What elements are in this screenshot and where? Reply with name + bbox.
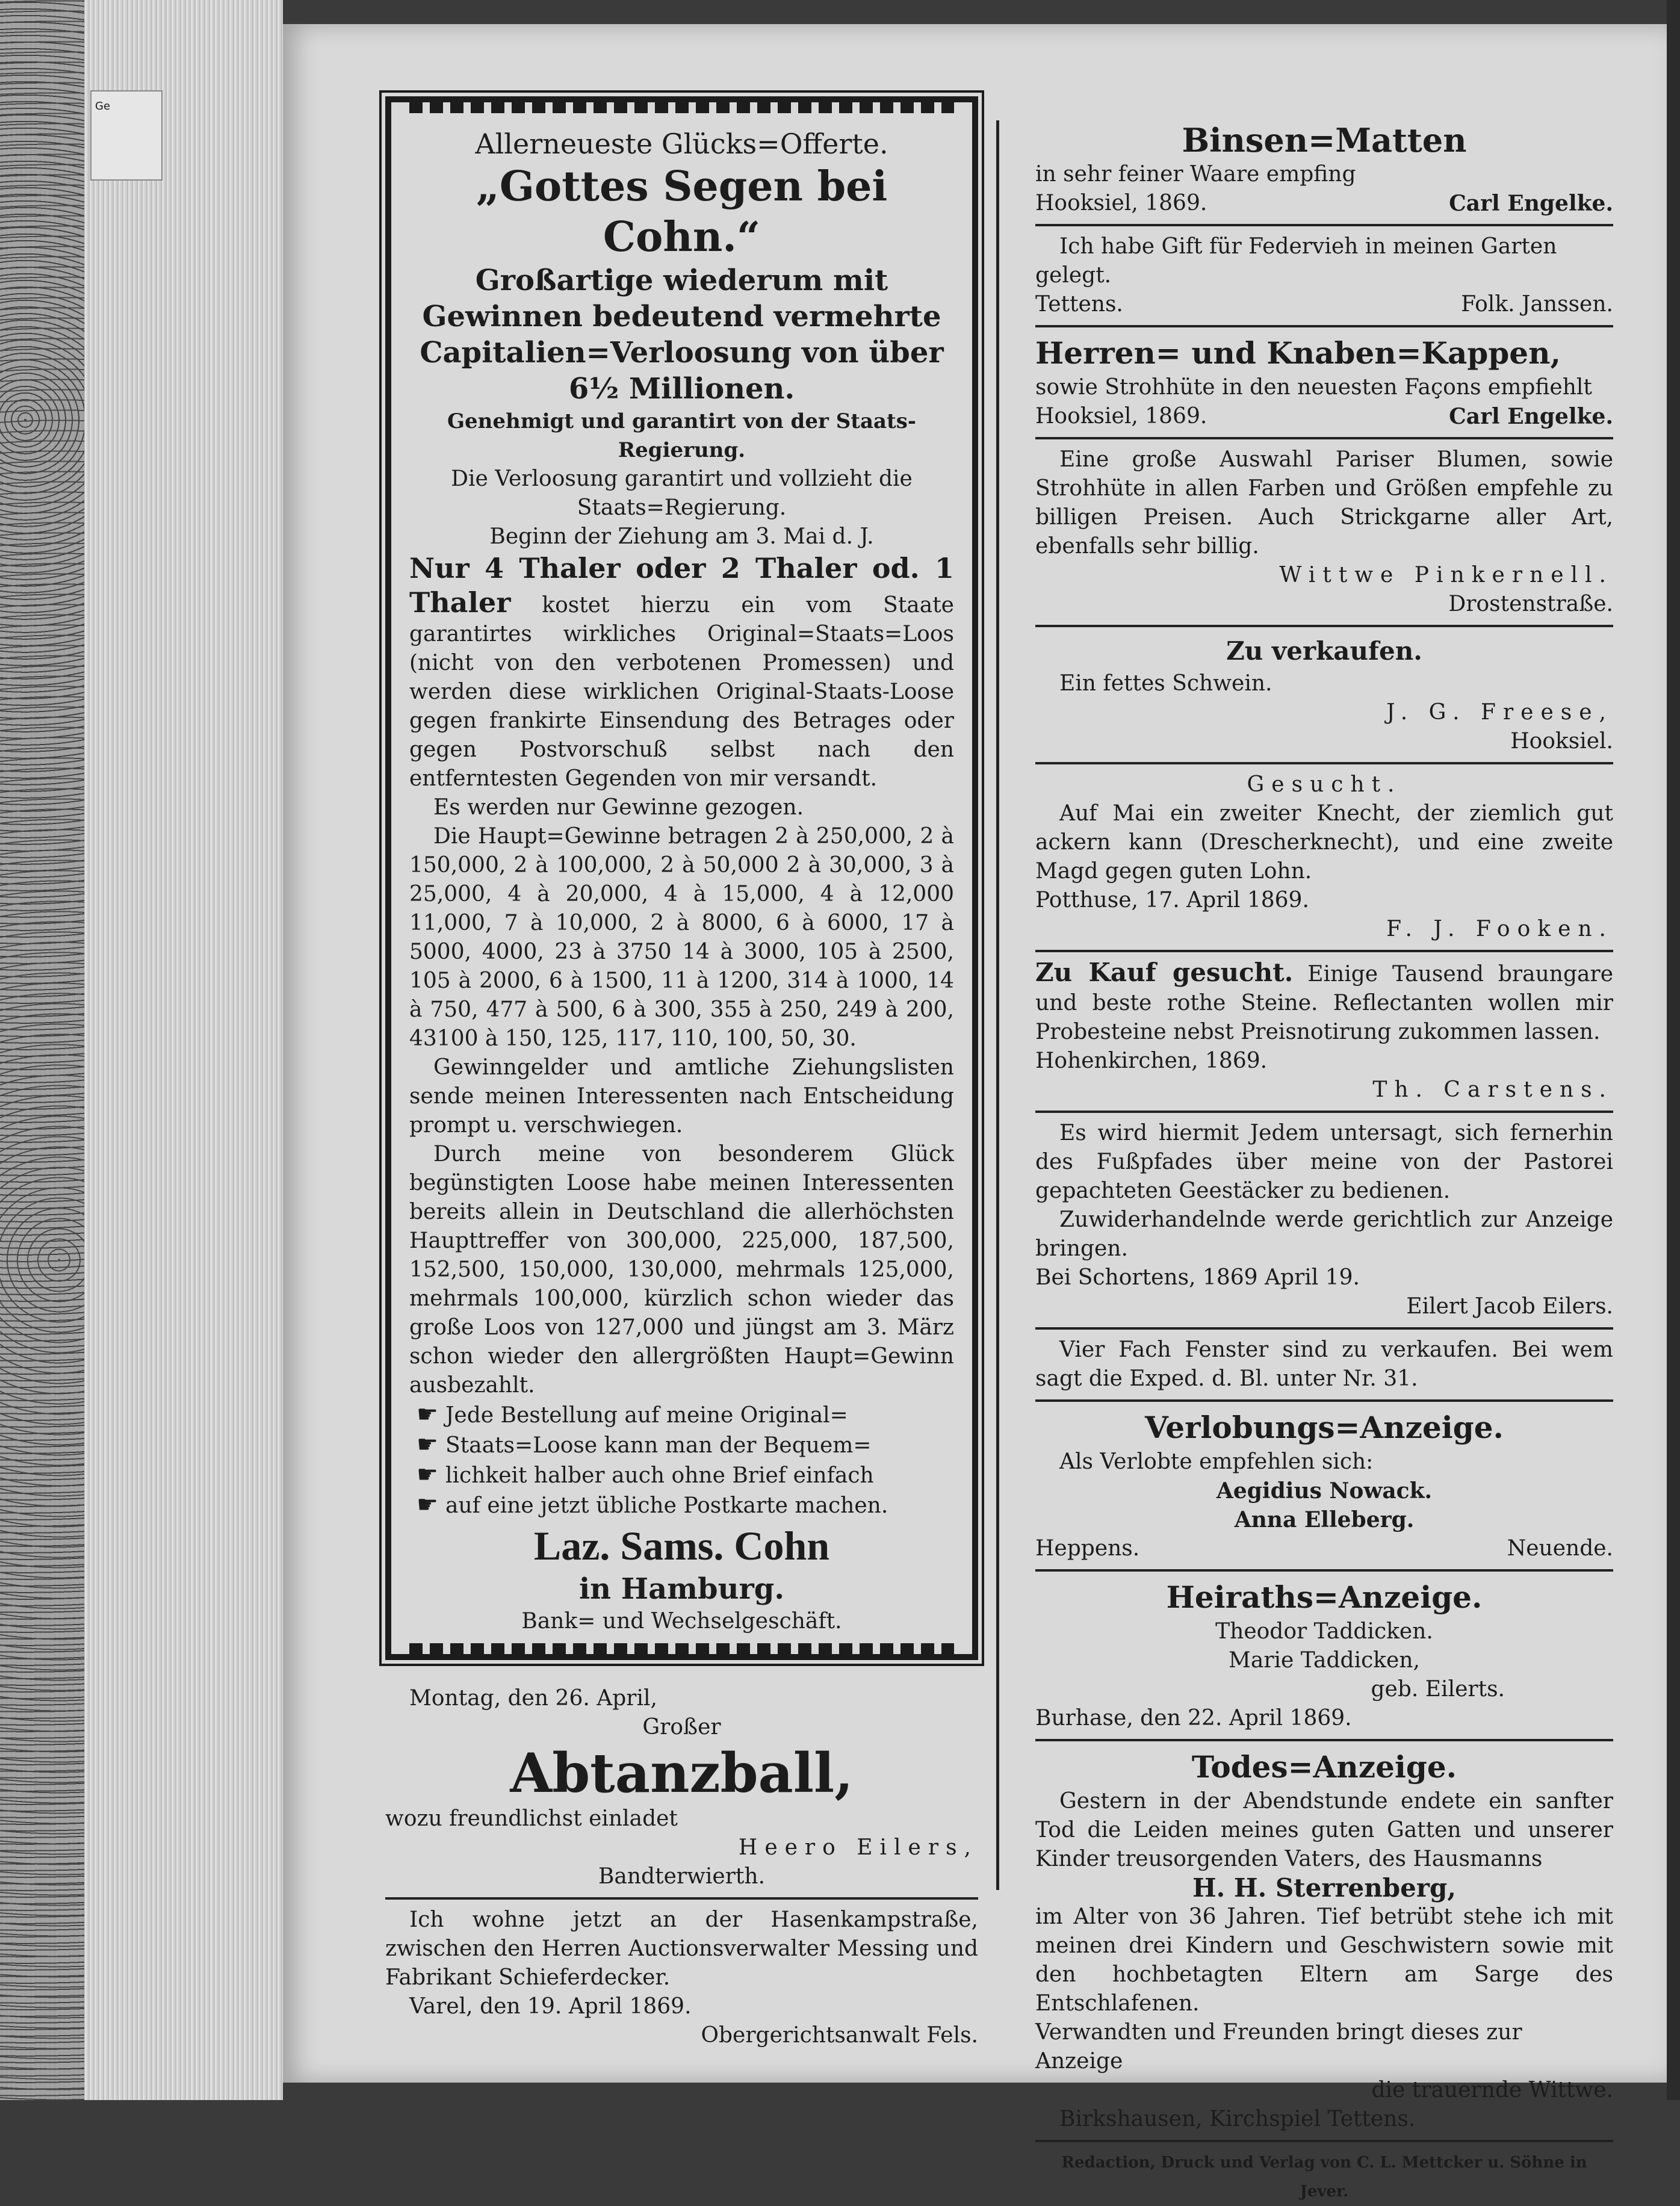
wedding-nee: geb. Eilerts. [1371,1677,1505,1702]
engagement-name2: Anna Elleberg. [1234,1507,1415,1532]
lottery-guarantee: Die Verloosung garantirt und vollzieht die Staats=Regierung. [451,466,913,520]
separator-rule [1035,325,1613,327]
flowers-text: Eine große Auswahl Pariser Blumen, sowie Strohhüte in allen Farben und Größen empfehle zu billigen Preisen. Auch Strickgarne aller Art, ebenfalls sehr billig. [1035,447,1613,559]
wedding-name2: Marie Taddicken, [1229,1648,1420,1673]
wanted-title: Gesucht. [1247,772,1402,797]
windows-advert [1035,1336,1613,1393]
bricks-signer: Th. Carstens. [1372,1077,1613,1102]
lottery-amount: 6½ Millionen. [568,372,795,406]
flowers-advert [1035,445,1613,619]
moving-text: Ich wohne jetzt an der Hasenkampstraße, zwischen den Herren Auctionsverwalter Messing und Fabrikant Schieferdecker. [385,1907,978,1990]
bricks-title: Zu Kauf gesucht. [1035,958,1294,987]
lottery-title: „Gottes Segen bei Cohn.“ [476,163,888,261]
flowers-signer: Wittwe Pinkernell. [1279,563,1613,587]
lottery-prizes: Die Haupt=Gewinne betragen 2 à 250,000, 2 à 150,000, 2 à 100,000, 2 à 50,000 2 à 30,000, 3 à 25,000, 4 à 20,000, 4 à 15,000, 4 à 12,000 11,000, 7 à 10,000, 2 à 8000, 6 à 6000, 17 à 5000, 4000, 23 à 3750 14 à 3000, 105 à 2500, 105 à 2000, 6 à 1500, 11 à 1200, 314 à 1000, 14 à 750, 477 à 500, 6 à 300, 355 à 250, 249 à 200, 43100 à 150, 125, 117, 110, 100, 50, 30. [409,824,954,1051]
mats-place: Hooksiel, 1869. [1035,191,1207,215]
lottery-approved: Genehmigt und garantirt von der Staats-Regierung. [447,409,916,462]
death-text1: Gestern in der Abendstunde endete ein sanfter Tod die Leiden meines guten Gatten und unserer Kinder treusorgenden Vaters, des Hausmanns [1035,1789,1613,1871]
lottery-city: in Hamburg. [578,1572,785,1606]
lottery-advert [385,96,978,1660]
order-line: auf eine jetzt übliche Postkarte machen. [445,1493,888,1518]
lottery-headline: Allerneueste Glücks=Offerte. [475,128,888,160]
separator-rule [1035,224,1613,226]
pig-advert [1035,633,1613,756]
lottery-only-wins: Es werden nur Gewinne gezogen. [433,795,804,820]
path-place-date: Bei Schortens, 1869 April 19. [1035,1265,1360,1290]
engagement-title: Verlobungs=Anzeige. [1145,1410,1504,1445]
moving-place-date: Varel, den 19. April 1869. [409,1994,692,2019]
death-notice [1035,1747,1613,2134]
separator-rule [1035,1569,1613,1572]
caps-place: Hooksiel, 1869. [1035,404,1207,429]
separator-rule [385,1897,978,1900]
imprint: Redaction, Druck und Verlag von C. L. Mettcker u. Söhne in Jever. [1061,2154,1587,2201]
order-line: lichkeit halber auch ohne Brief einfach [445,1463,874,1488]
moving-notice [385,1906,978,2050]
separator-rule [1035,1111,1613,1113]
lottery-subtitle: Großartige wiederum mit Gewinnen bedeutend vermehrte Capitalien=Verloosung von über [420,264,944,370]
ball-advert [385,1684,978,1891]
mats-title: Binsen=Matten [1182,121,1467,160]
caps-title: Herren= und Knaben=Kappen, [1035,335,1561,371]
moving-signer: Obergerichtsanwalt Fels. [701,2023,978,2048]
wedding-title: Heiraths=Anzeige. [1166,1579,1483,1615]
poison-place: Tettens. [1035,292,1123,317]
wanted-place-date: Potthuse, 17. April 1869. [1035,888,1309,912]
column-divider [996,120,999,1890]
separator-rule [1035,1327,1613,1330]
lottery-payout: Gewinngelder und amtliche Ziehungslisten sende meinen Interessenten nach Entscheidung prompt u. verschwiegen. [409,1055,954,1138]
pig-text: Ein fettes Schwein. [1059,671,1272,696]
edge-tab: Ge [90,90,163,181]
lottery-history: Durch meine von besonderem Glück begünstigten Loose habe meinen Interessenten bereits allein in Deutschland die allerhöchsten Haupttreffer von 300,000, 225,000, 187,500, 152,500, 150,000, 130,000, mehrmals 125,000, mehrmals 100,000, kürzlich schon wieder das große Loos von 127,000 und jüngst am 3. März schon wieder den allergrößten Haupt=Gewinn ausbezahlt. [409,1142,954,1398]
windows-text: Vier Fach Fenster sind zu verkaufen. Bei wem sagt die Exped. d. Bl. unter Nr. 31. [1035,1337,1613,1391]
page-gutter-shadow [1667,0,1680,2100]
engagement-notice [1035,1408,1613,1563]
book-page-edges [0,0,283,2100]
lottery-price-text: kostet hierzu ein vom Staate garantirtes wirkliches Original=Staats=Loos (nicht von den verbotenen Promessen) und werden diese wirklichen Original-Staats-Loose gegen frankirte Einsendung des Betrages oder gegen Postvorschuß selbst nach den entferntesten Gegenden von mir versandt. [409,593,954,791]
lottery-business: Bank= und Wechselgeschäft. [521,1609,842,1634]
wanted-signer: F. J. Fooken. [1386,917,1613,941]
death-text2: im Alter von 36 Jahren. Tief betrübt stehe ich mit meinen drei Kindern und Geschwistern sowie mit den hochbetagten Eltern am Sarge des Entschlafenen. [1035,1904,1613,2016]
engagement-place2: Neuende. [1507,1536,1613,1561]
pointing-hand-icon: ☛ [417,1491,438,1519]
engagement-place1: Heppens. [1035,1536,1140,1561]
lottery-price: Nur 4 Thaler oder 2 Thaler od. 1 Thaler [409,552,954,619]
death-text3: Verwandten und Freunden bringt dieses zur Anzeige [1035,2020,1522,2074]
bricks-place: Hohenkirchen, 1869. [1035,1049,1268,1073]
ball-grosser: Großer [642,1715,721,1740]
lottery-start: Beginn der Ziehung am 3. Mai d. J. [489,524,874,549]
left-column [385,96,978,2050]
flowers-street: Drostenstraße. [1448,592,1613,616]
bricks-text: Einige Tausend braungare und beste rothe Steine. Reflectanten wollen mir Probesteine nebst Preisnotirung zukommen lassen. [1035,962,1613,1044]
separator-rule [1035,2140,1613,2142]
ball-host: Heero Eilers, [738,1835,978,1860]
ball-invite: wozu freundlichst einladet [385,1806,678,1831]
wanted-advert [1035,770,1613,944]
ball-date: Montag, den 26. April, [409,1686,657,1711]
bricks-advert [1035,958,1613,1105]
mats-advert [1035,120,1613,218]
pointing-hand-icon: ☛ [417,1401,438,1428]
pointing-hand-icon: ☛ [417,1461,438,1489]
separator-rule [1035,625,1613,627]
wedding-notice [1035,1578,1613,1733]
path-notice [1035,1119,1613,1321]
path-signer: Eilert Jacob Eilers. [1406,1294,1613,1319]
ornament-top [409,100,954,113]
marbled-edge [0,0,84,2100]
pig-signer: J. G. Freese, [1386,700,1613,725]
caps-signer: Carl Engelke. [1449,404,1613,429]
order-line: Staats=Loose kann man der Bequem= [445,1433,872,1458]
order-instructions [409,1400,954,1520]
caps-text: sowie Strohhüte in den neuesten Façons empfiehlt [1035,375,1592,400]
engagement-intro: Als Verlobte empfehlen sich: [1059,1449,1374,1474]
separator-rule [1035,1739,1613,1741]
poison-signer: Folk. Janssen. [1461,292,1613,317]
caps-advert [1035,333,1613,431]
order-line: Jede Bestellung auf meine Original= [445,1403,848,1428]
poison-notice [1035,232,1613,319]
lottery-firm: Laz. Sams. Cohn [533,1523,830,1569]
separator-rule [1035,950,1613,952]
engagement-name1: Aegidius Nowack. [1216,1478,1433,1504]
path-text: Es wird hiermit Jedem untersagt, sich fernerhin des Fußpfades über meine von der Pastorei gepachteten Geestäcker zu bedienen. [1035,1121,1613,1203]
wedding-place-date: Burhase, den 22. April 1869. [1035,1706,1352,1730]
mats-text: in sehr feiner Waare empfing [1035,162,1356,187]
right-column [1035,120,1613,2206]
ball-host-role: Bandterwierth. [598,1864,766,1889]
path-warning: Zuwiderhandelnde werde gerichtlich zur Anzeige bringen. [1035,1207,1613,1261]
separator-rule [1035,437,1613,439]
pointing-hand-icon: ☛ [417,1431,438,1458]
pig-title: Zu verkaufen. [1226,636,1422,666]
separator-rule [1035,1399,1613,1402]
separator-rule [1035,762,1613,764]
wanted-text: Auf Mai ein zweiter Knecht, der ziemlich gut ackern kann (Drescherknecht), und eine zweite Magd gegen guten Lohn. [1035,801,1613,884]
death-place: Birkshausen, Kirchspiel Tettens. [1059,2107,1416,2131]
death-signer: die trauernde Wittwe. [1371,2078,1613,2102]
death-title: Todes=Anzeige. [1191,1749,1457,1785]
poison-text: Ich habe Gift für Federvieh in meinen Garten gelegt. [1035,234,1557,288]
pig-place: Hooksiel. [1510,729,1613,754]
death-name: H. H. Sterrenberg, [1192,1873,1457,1903]
ball-title: Abtanzball, [510,1741,854,1805]
mats-signer: Carl Engelke. [1449,191,1613,216]
wedding-name1: Theodor Taddicken. [1215,1619,1433,1644]
ornament-bottom [409,1643,954,1656]
